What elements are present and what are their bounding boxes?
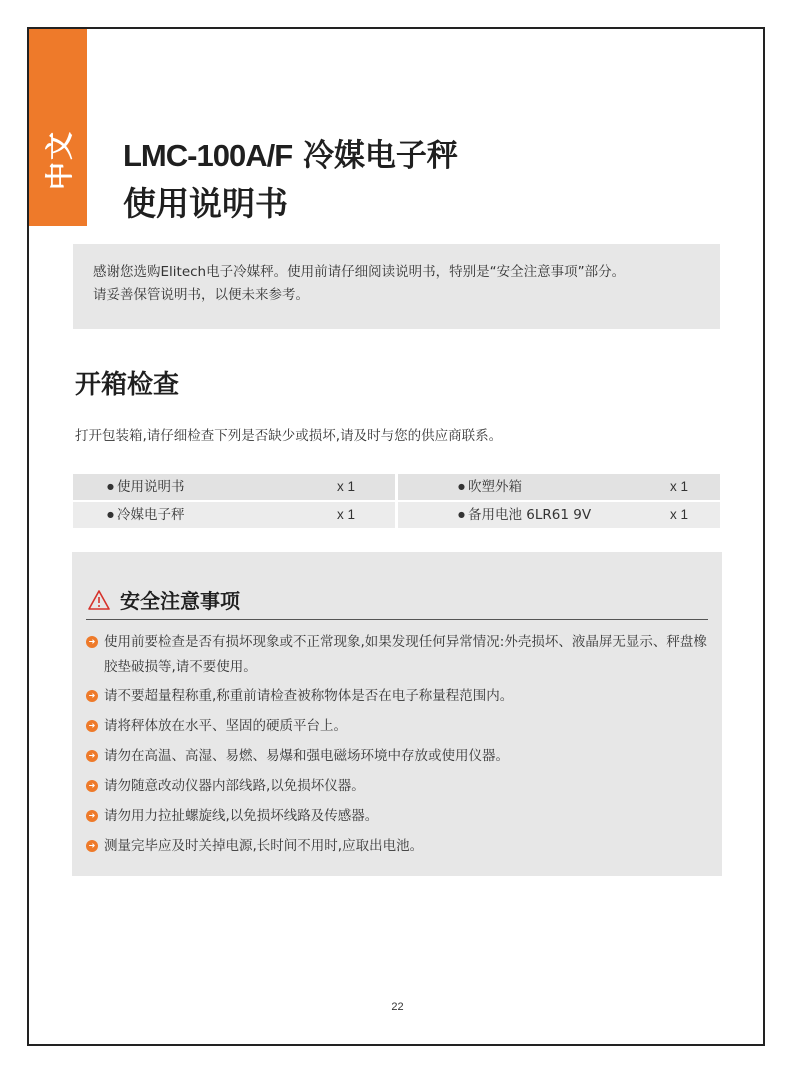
language-tab-label-wrap	[29, 120, 87, 200]
package-item	[398, 474, 720, 500]
arrow-bullet-icon: ➜	[86, 840, 98, 852]
package-item-name: ● 备用电池 6LR61 9V	[458, 502, 591, 528]
unboxing-description: 打开包装箱,请仔细检查下列是否缺少或损坏,请及时与您的供应商联系。	[75, 428, 503, 444]
safety-divider	[86, 619, 708, 620]
arrow-bullet-icon: ➜	[86, 780, 98, 792]
intro-line-1: 感谢您选购Elitech电子冷媒秤。使用前请仔细阅读说明书，特别是“安全注意事项”部分。	[93, 264, 626, 280]
language-tab-label: 中文	[43, 129, 77, 191]
safety-item-text: 请不要超量程称重,称重前请检查被称物体是否在电子称量程范围内。	[104, 688, 514, 704]
package-column-right	[398, 474, 720, 528]
safety-item-text: 请勿在高温、高湿、易燃、易爆和强电磁场环境中存放或使用仪器。	[104, 748, 509, 764]
arrow-bullet-icon: ➜	[86, 720, 98, 732]
title-line-2: 使用说明书	[123, 184, 288, 223]
safety-item	[86, 714, 716, 739]
package-column-left	[73, 474, 395, 528]
package-item-qty: x 1	[669, 507, 688, 522]
safety-item-text: 测量完毕应及时关掉电源,长时间不用时,应取出电池。	[104, 838, 424, 854]
safety-item	[86, 630, 716, 680]
package-item-name: ● 使用说明书	[107, 474, 184, 500]
safety-item-text: 请勿用力拉扯螺旋线,以免损坏线路及传感器。	[104, 808, 379, 824]
package-item	[73, 502, 395, 528]
safety-heading-wrap	[88, 585, 240, 615]
safety-item	[86, 834, 716, 859]
safety-item	[86, 774, 716, 799]
intro-box	[73, 244, 720, 329]
arrow-bullet-icon: ➜	[86, 636, 98, 648]
package-item-qty: x 1	[336, 507, 355, 522]
safety-list	[86, 630, 716, 859]
package-item-name: ● 吹塑外箱	[458, 474, 522, 500]
safety-item-text: 请将秤体放在水平、坚固的硬质平台上。	[104, 718, 347, 734]
package-contents-table	[73, 474, 720, 528]
safety-item-text: 请勿随意改动仪器内部线路,以免损坏仪器。	[104, 778, 365, 794]
safety-item	[86, 804, 716, 829]
title-line-1	[123, 130, 458, 175]
arrow-bullet-icon: ➜	[86, 810, 98, 822]
safety-heading: 安全注意事项	[120, 589, 240, 613]
unboxing-heading: 开箱检查	[75, 370, 180, 400]
package-item-name: ● 冷媒电子秤	[107, 502, 184, 528]
arrow-bullet-icon: ➜	[86, 690, 98, 702]
package-item	[73, 474, 395, 500]
arrow-bullet-icon: ➜	[86, 750, 98, 762]
product-name: 冷媒电子秤	[302, 138, 458, 174]
safety-item	[86, 684, 716, 709]
warning-triangle-icon	[88, 590, 110, 615]
model-name: LMC-100A/F	[123, 138, 293, 173]
package-item-qty: x 1	[669, 479, 688, 494]
page-number: 22	[391, 1001, 404, 1013]
safety-item-text: 使用前要检查是否有损坏现象或不正常现象,如果发现任何异常情况:外壳损坏、液晶屏无显示、秤盘橡胶垫破损等,请不要使用。	[104, 634, 707, 675]
intro-line-2: 请妥善保管说明书，以便未来参考。	[93, 287, 309, 303]
safety-item	[86, 744, 716, 769]
package-item-qty: x 1	[336, 479, 355, 494]
package-item	[398, 502, 720, 528]
